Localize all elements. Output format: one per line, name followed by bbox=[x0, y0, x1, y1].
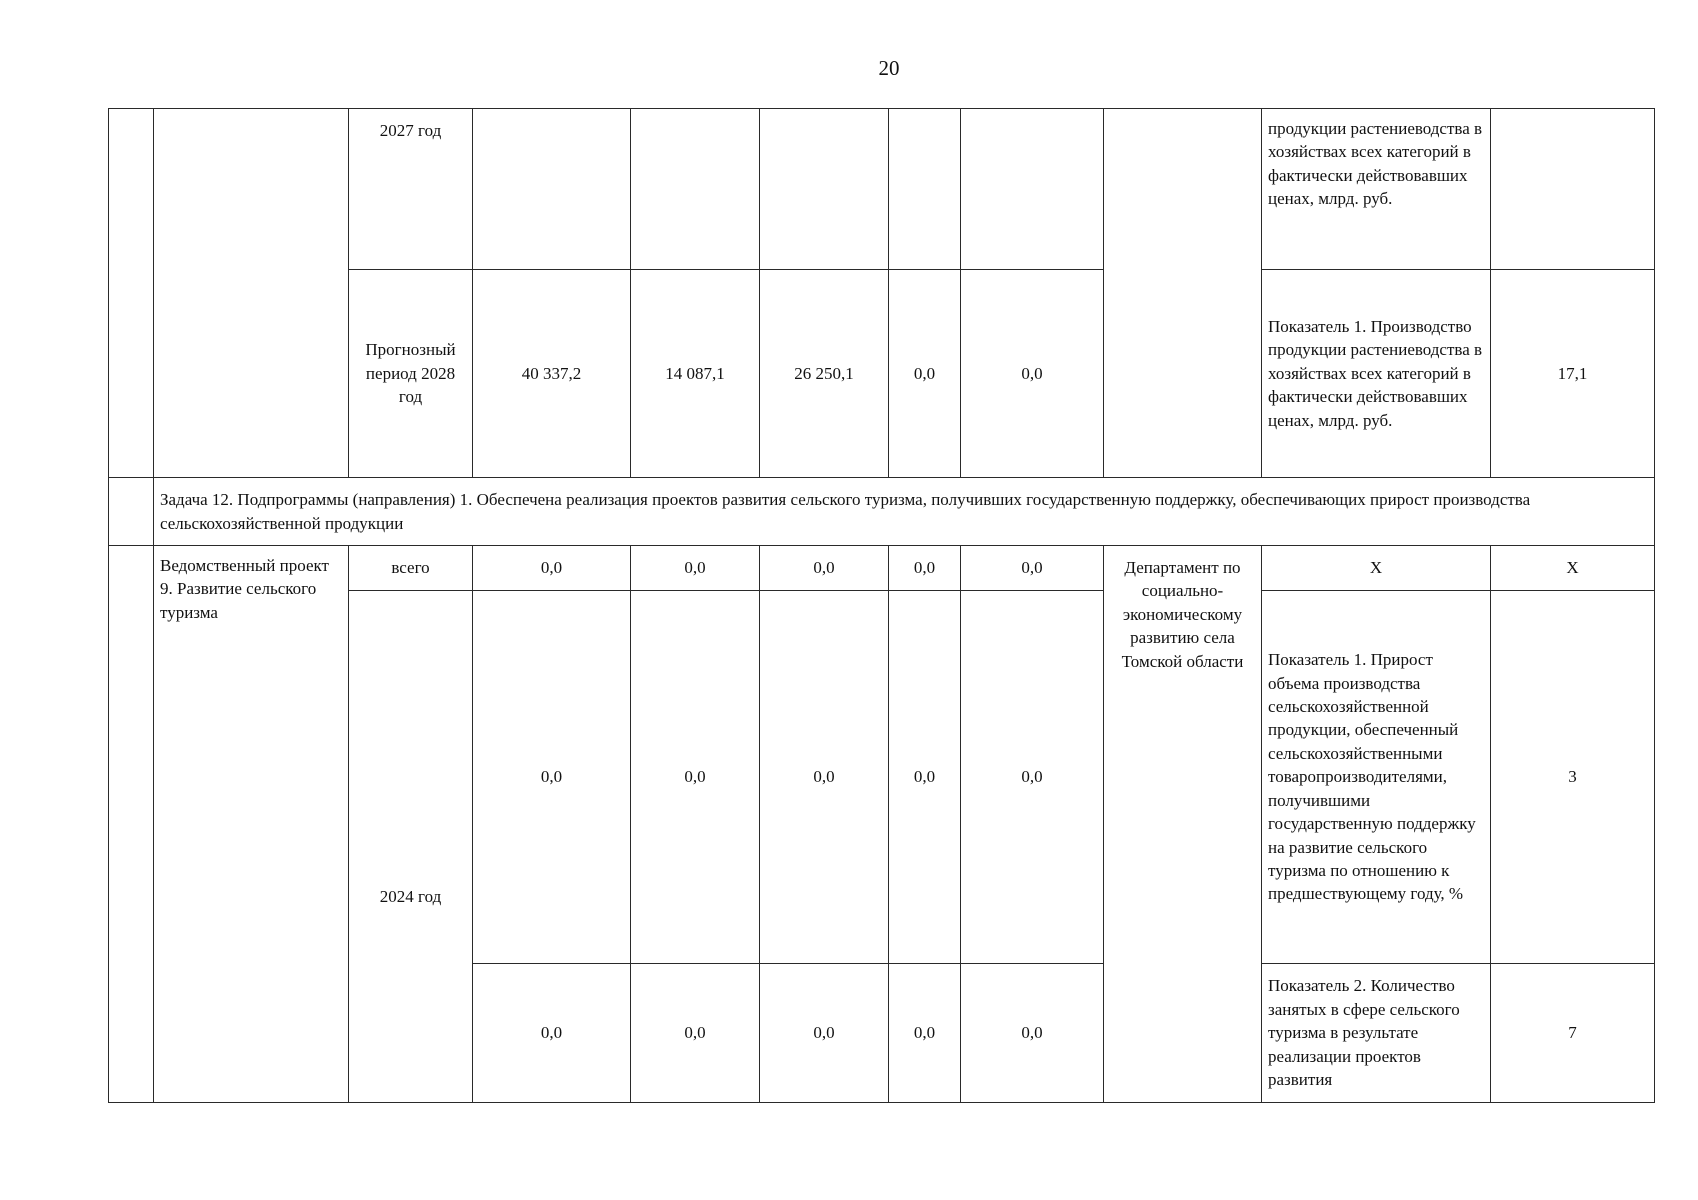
indicator-value-cell bbox=[1491, 109, 1655, 270]
extrabudget-cell: 0,0 bbox=[961, 591, 1104, 964]
indicator-value-cell: 17,1 bbox=[1491, 270, 1655, 478]
period-cell: 2024 год bbox=[349, 591, 473, 1103]
indicator-cell: Показатель 1. Производство продукции растениеводства в хозяйствах всех категорий в фактически действовавших ценах, млрд. руб. bbox=[1262, 270, 1491, 478]
table-row-2027 bbox=[109, 109, 1655, 270]
indicator-cell: Показатель 1. Прирост объема производства сельскохозяйственной продукции, обеспеченный сельскохозяйственными товаропроизводителями, получившими государственную поддержку на развитие сельского туризма по отношению к предшествующему году, % bbox=[1262, 591, 1491, 964]
row-number-cell bbox=[109, 546, 154, 1103]
regional-cell: 0,0 bbox=[760, 591, 889, 964]
period-cell: 2027 год bbox=[349, 109, 473, 270]
federal-cell: 0,0 bbox=[631, 964, 760, 1103]
indicator-value-cell: 7 bbox=[1491, 964, 1655, 1103]
total-cell: 0,0 bbox=[473, 591, 631, 964]
federal-cell: 14 087,1 bbox=[631, 270, 760, 478]
program-table bbox=[108, 108, 1655, 1103]
indicator-cell: Показатель 2. Количество занятых в сфере сельского туризма в результате реализации проектов развития bbox=[1262, 964, 1491, 1103]
local-cell: 0,0 bbox=[889, 591, 961, 964]
project-name-cell: Ведомственный проект 9. Развитие сельского туризма bbox=[154, 546, 349, 1103]
responsible-cell: Департамент по социально-экономическому развитию села Томской области bbox=[1104, 546, 1262, 1103]
local-cell: 0,0 bbox=[889, 546, 961, 591]
regional-cell bbox=[760, 109, 889, 270]
total-cell: 0,0 bbox=[473, 546, 631, 591]
project-total-row bbox=[109, 546, 1655, 591]
total-cell bbox=[473, 109, 631, 270]
extrabudget-cell: 0,0 bbox=[961, 964, 1104, 1103]
local-cell: 0,0 bbox=[889, 270, 961, 478]
federal-cell bbox=[631, 109, 760, 270]
period-cell: всего bbox=[349, 546, 473, 591]
federal-cell: 0,0 bbox=[631, 591, 760, 964]
page-number: 20 bbox=[878, 56, 900, 80]
period-cell: Прогнозный период 2028 год bbox=[349, 270, 473, 478]
indicator-value-cell: Х bbox=[1491, 546, 1655, 591]
regional-cell: 0,0 bbox=[760, 964, 889, 1103]
extrabudget-cell: 0,0 bbox=[961, 270, 1104, 478]
federal-cell: 0,0 bbox=[631, 546, 760, 591]
task-row bbox=[109, 478, 1655, 546]
extrabudget-cell: 0,0 bbox=[961, 546, 1104, 591]
regional-cell: 0,0 bbox=[760, 546, 889, 591]
indicator-cell: Х bbox=[1262, 546, 1491, 591]
row-number-cell bbox=[109, 109, 154, 478]
task-title-cell: Задача 12. Подпрограммы (направления) 1. Обеспечена реализация проектов развития сельского туризма, получивших государственную поддержку, обеспечивающих прирост производства сельскохозяйственной продукции bbox=[154, 478, 1655, 546]
regional-cell: 26 250,1 bbox=[760, 270, 889, 478]
local-cell bbox=[889, 109, 961, 270]
extrabudget-cell bbox=[961, 109, 1104, 270]
responsible-cell bbox=[1104, 109, 1262, 478]
total-cell: 40 337,2 bbox=[473, 270, 631, 478]
row-number-cell bbox=[109, 478, 154, 546]
event-name-cell bbox=[154, 109, 349, 478]
total-cell: 0,0 bbox=[473, 964, 631, 1103]
indicator-cell: продукции растениеводства в хозяйствах всех категорий в фактически действовавших ценах, млрд. руб. bbox=[1262, 109, 1491, 270]
local-cell: 0,0 bbox=[889, 964, 961, 1103]
indicator-value-cell: 3 bbox=[1491, 591, 1655, 964]
